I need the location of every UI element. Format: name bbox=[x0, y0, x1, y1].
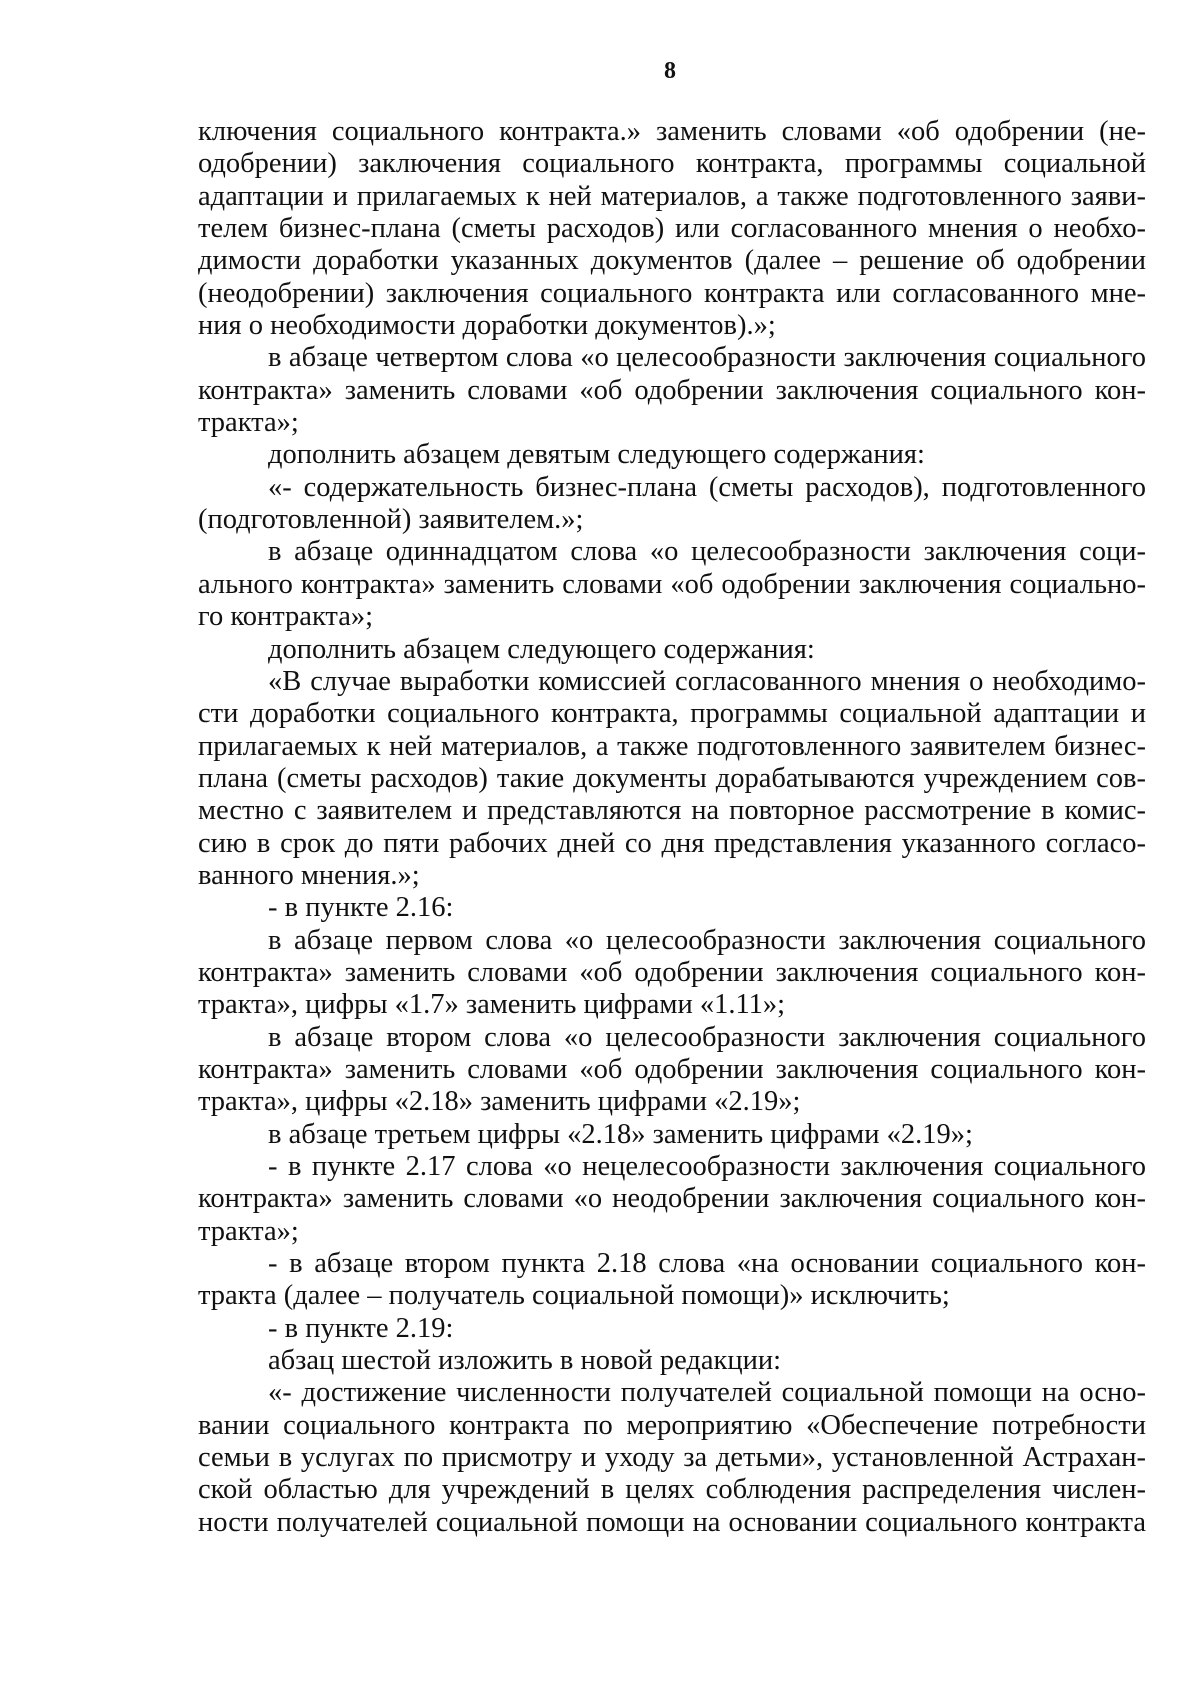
paragraph bbox=[198, 925, 1146, 1022]
text-line: - в абзаце втором пункта 2.18 слова «на основании социального кон- bbox=[268, 1248, 1146, 1280]
text-line: семьи в услугах по присмотру и уходу за детьми», установленной Астрахан- bbox=[198, 1442, 1146, 1474]
text-line: абзац шестой изложить в новой редакции: bbox=[268, 1345, 782, 1377]
text-line: тракта»; bbox=[198, 407, 299, 439]
text-line: (неодобрении) заключения социального контракта или согласованного мне- bbox=[198, 277, 1146, 309]
text-line: в абзаце третьем цифры «2.18» заменить цифрами «2.19»; bbox=[268, 1118, 973, 1150]
text-line: прилагаемых к ней материалов, а также подготовленного заявителем бизнес- bbox=[198, 730, 1146, 762]
text-line: «В случае выработки комиссией согласованного мнения о необходимо- bbox=[268, 665, 1146, 697]
text-line: ности получателей социальной помощи на основании социального контракта bbox=[198, 1506, 1146, 1538]
text-line: дополнить абзацем девятым следующего содержания: bbox=[268, 439, 925, 471]
text-line: контракта» заменить словами «об одобрении заключения социального кон- bbox=[198, 1053, 1146, 1085]
text-line: контракта» заменить словами «об одобрении заключения социального кон- bbox=[198, 374, 1146, 406]
document-body bbox=[198, 116, 1146, 1539]
paragraph bbox=[198, 1248, 1146, 1313]
text-line: сию в срок до пяти рабочих дней со дня представления указанного согласо- bbox=[198, 827, 1146, 859]
paragraph bbox=[198, 342, 1146, 439]
paragraph bbox=[198, 1151, 1146, 1248]
text-line: местно с заявителем и представляются на повторное рассмотрение в комис- bbox=[198, 795, 1146, 827]
text-line: «- достижение численности получателей социальной помощи на осно- bbox=[268, 1377, 1146, 1409]
text-line: дополнить абзацем следующего содержания: bbox=[268, 633, 815, 665]
text-line: в абзаце четвертом слова «о целесообразности заключения социального bbox=[268, 342, 1146, 374]
text-line: го контракта»; bbox=[198, 601, 374, 633]
text-line: ванного мнения.»; bbox=[198, 859, 420, 891]
paragraph bbox=[198, 1377, 1146, 1539]
text-line: тракта (далее – получатель социальной помощи)» исключить; bbox=[198, 1280, 950, 1312]
paragraph bbox=[198, 1345, 1146, 1377]
text-line: - в пункте 2.19: bbox=[268, 1312, 454, 1344]
text-line: телем бизнес-плана (сметы расходов) или согласованного мнения о необхо- bbox=[198, 213, 1146, 245]
paragraph bbox=[198, 1022, 1146, 1119]
text-line: в абзаце первом слова «о целесообразности заключения социального bbox=[268, 924, 1146, 956]
text-line: тракта», цифры «2.18» заменить цифрами «2.19»; bbox=[198, 1086, 801, 1118]
text-line: - в пункте 2.17 слова «о нецелесообразности заключения социального bbox=[268, 1151, 1146, 1182]
paragraph bbox=[198, 116, 1146, 342]
text-line: ключения социального контракта.» заменить словами «об одобрении (не- bbox=[198, 116, 1146, 147]
text-line: «- содержательность бизнес-плана (сметы расходов), подготовленного bbox=[268, 471, 1146, 503]
paragraph bbox=[198, 439, 1146, 471]
text-line: ской областью для учреждений в целях соблюдения распределения числен- bbox=[198, 1474, 1146, 1506]
text-line: в абзаце одиннадцатом слова «о целесообразности заключения соци- bbox=[268, 536, 1146, 568]
paragraph bbox=[198, 634, 1146, 666]
text-line: в абзаце втором слова «о целесообразности заключения социального bbox=[268, 1021, 1146, 1053]
text-line: - в пункте 2.16: bbox=[268, 892, 454, 924]
text-line: контракта» заменить словами «об одобрении заключения социального кон- bbox=[198, 956, 1146, 988]
text-line: одобрении) заключения социального контракта, программы социальной bbox=[198, 148, 1146, 180]
text-line: ния о необходимости доработки документов).»; bbox=[198, 310, 776, 342]
text-line: (подготовленной) заявителем.»; bbox=[198, 504, 584, 536]
text-line: тракта»; bbox=[198, 1215, 299, 1247]
text-line: контракта» заменить словами «о неодобрении заключения социального кон- bbox=[198, 1183, 1146, 1215]
text-line: димости доработки указанных документов (далее – решение об одобрении bbox=[198, 245, 1146, 277]
text-line: вании социального контракта по мероприятию «Обеспечение потребности bbox=[198, 1409, 1146, 1441]
paragraph bbox=[198, 1119, 1146, 1151]
text-line: плана (сметы расходов) такие документы дорабатываются учреждением сов- bbox=[198, 762, 1146, 794]
paragraph bbox=[198, 536, 1146, 633]
paragraph bbox=[198, 472, 1146, 537]
page-number: 8 bbox=[664, 58, 676, 84]
text-line: тракта», цифры «1.7» заменить цифрами «1.11»; bbox=[198, 989, 786, 1021]
paragraph bbox=[198, 1313, 1146, 1345]
text-line: адаптации и прилагаемых к ней материалов, а также подготовленного заяви- bbox=[198, 180, 1146, 212]
text-line: ального контракта» заменить словами «об одобрении заключения социально- bbox=[198, 568, 1146, 600]
paragraph bbox=[198, 892, 1146, 924]
text-line: сти доработки социального контракта, программы социальной адаптации и bbox=[198, 698, 1146, 730]
paragraph bbox=[198, 666, 1146, 892]
